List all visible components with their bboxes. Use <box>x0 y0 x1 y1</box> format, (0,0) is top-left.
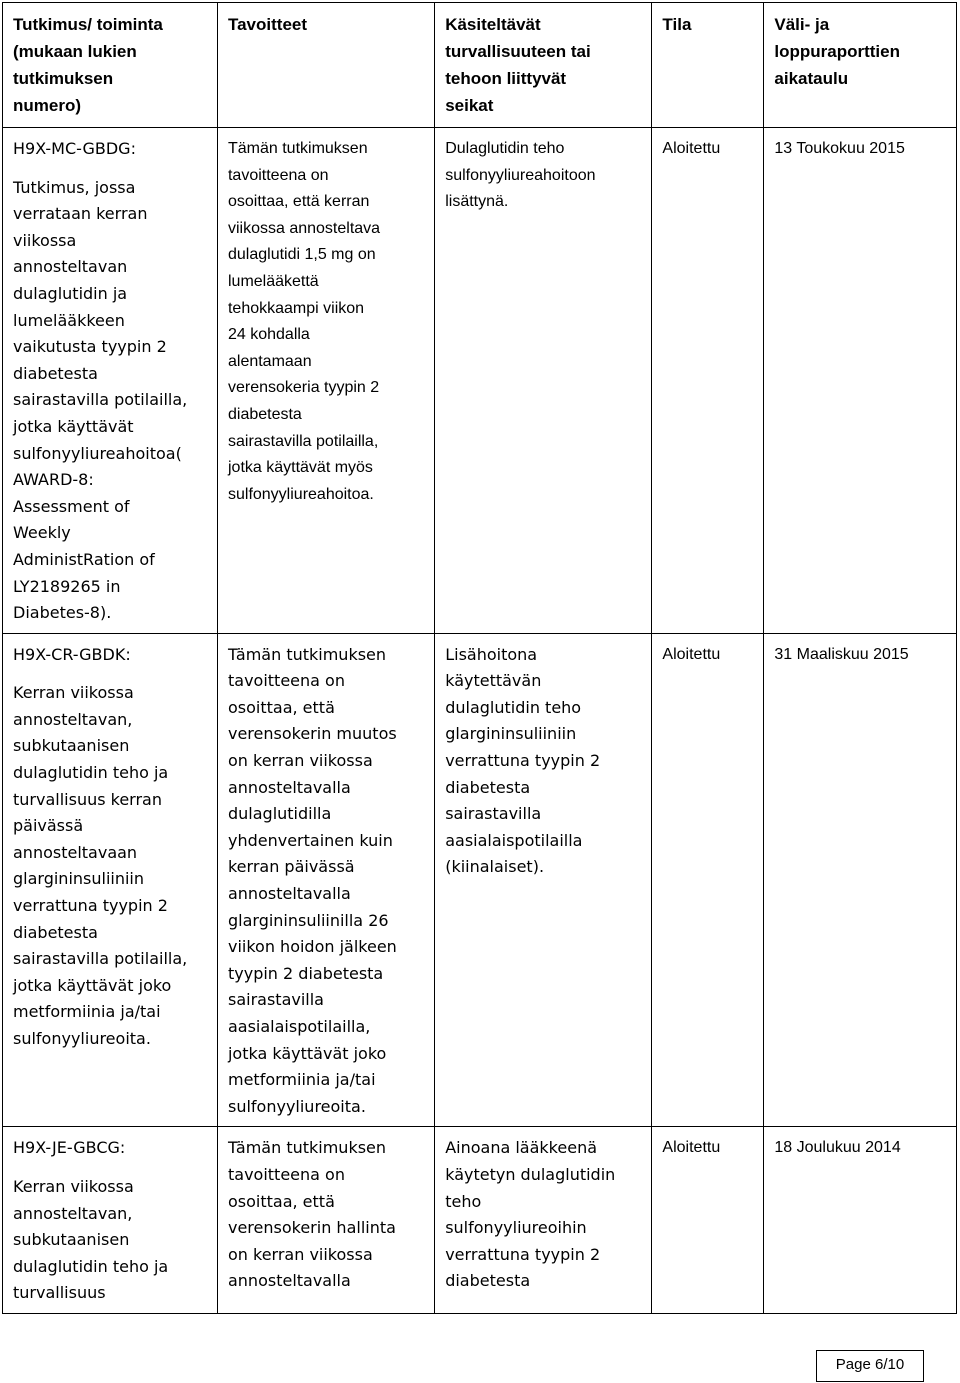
study-description: Kerran viikossa annosteltavan, subkutaanisen dulaglutidin teho ja turvallisuus kerran päivässä annosteltavaan glargininsuliiniin verrattuna tyypin 2 diabetesta sairastavilla potilailla, jotka käyttävät joko metformiinia ja/tai sulfonyyliureoita. <box>13 683 188 1048</box>
header-schedule: Väli- ja loppuraporttien aikataulu <box>764 3 957 128</box>
page-number: Page 6/10 <box>816 1350 924 1382</box>
issues-cell: Lisähoitona käytettävän dulaglutidin teho glargininsuliiniin verrattuna tyypin 2 diabetesta sairastavilla aasialaispotilailla (kiinalaiset). <box>435 633 652 1127</box>
study-cell <box>3 1127 218 1314</box>
table-header-row <box>3 3 957 128</box>
issues-cell: Dulaglutidin teho sulfonyyliureahoitoon lisättynä. <box>435 128 652 634</box>
table-row <box>3 1127 957 1314</box>
status-cell: Aloitettu <box>652 633 764 1127</box>
table-row <box>3 633 957 1127</box>
header-status: Tila <box>652 3 764 128</box>
header-study: Tutkimus/ toiminta (mukaan lukien tutkimuksen numero) <box>3 3 218 128</box>
study-cell <box>3 128 218 634</box>
issues-cell: Ainoana lääkkeenä käytetyn dulaglutidin teho sulfonyyliureoihin verrattuna tyypin 2 diabetesta <box>435 1127 652 1314</box>
study-description: Tutkimus, jossa verrataan kerran viikossa annosteltavan dulaglutidin ja lumelääkkeen vaikutusta tyypin 2 diabetesta sairastavilla potilailla, jotka käyttävät sulfonyyliureahoitoa( AWARD-8: Assessment of Weekly AdministRation of LY2189265 in Diabetes-8). <box>13 177 188 623</box>
table-row <box>3 128 957 634</box>
status-cell: Aloitettu <box>652 1127 764 1314</box>
schedule-cell: 18 Joulukuu 2014 <box>764 1127 957 1314</box>
header-objectives: Tavoitteet <box>217 3 434 128</box>
objective-cell: Tämän tutkimuksen tavoitteena on osoittaa, että verensokerin muutos on kerran viikossa annosteltavalla dulaglutidilla yhdenvertainen kuin kerran päivässä annosteltavalla glargininsuliinilla 26 viikon hoidon jälkeen tyypin 2 diabetesta sairastavilla aasialaispotilailla, jotka käyttävät joko metformiinia ja/tai sulfonyyliureoita. <box>217 633 434 1127</box>
study-description: Kerran viikossa annosteltavan, subkutaanisen dulaglutidin teho ja turvallisuus <box>13 1176 169 1303</box>
schedule-cell: 13 Toukokuu 2015 <box>764 128 957 634</box>
header-issues: Käsiteltävät turvallisuuteen tai tehoon liittyvät seikat <box>435 3 652 128</box>
study-id: H9X-CR-GBDK: <box>13 644 131 664</box>
study-id: H9X-MC-GBDG: <box>13 139 136 158</box>
study-cell <box>3 633 218 1127</box>
study-table <box>2 2 957 1314</box>
study-id: H9X-JE-GBCG: <box>13 1138 126 1158</box>
schedule-cell: 31 Maaliskuu 2015 <box>764 633 957 1127</box>
status-cell: Aloitettu <box>652 128 764 634</box>
objective-cell: Tämän tutkimuksen tavoitteena on osoittaa, että verensokerin hallinta on kerran viikossa annosteltavalla <box>217 1127 434 1314</box>
objective-cell: Tämän tutkimuksen tavoitteena on osoittaa, että kerran viikossa annosteltava dulaglutidi 1,5 mg on lumelääkettä tehokkaampi viikon 24 kohdalla alentamaan verensokeria tyypin 2 diabetesta sairastavilla potilailla, jotka käyttävät myös sulfonyyliureahoitoa. <box>217 128 434 634</box>
